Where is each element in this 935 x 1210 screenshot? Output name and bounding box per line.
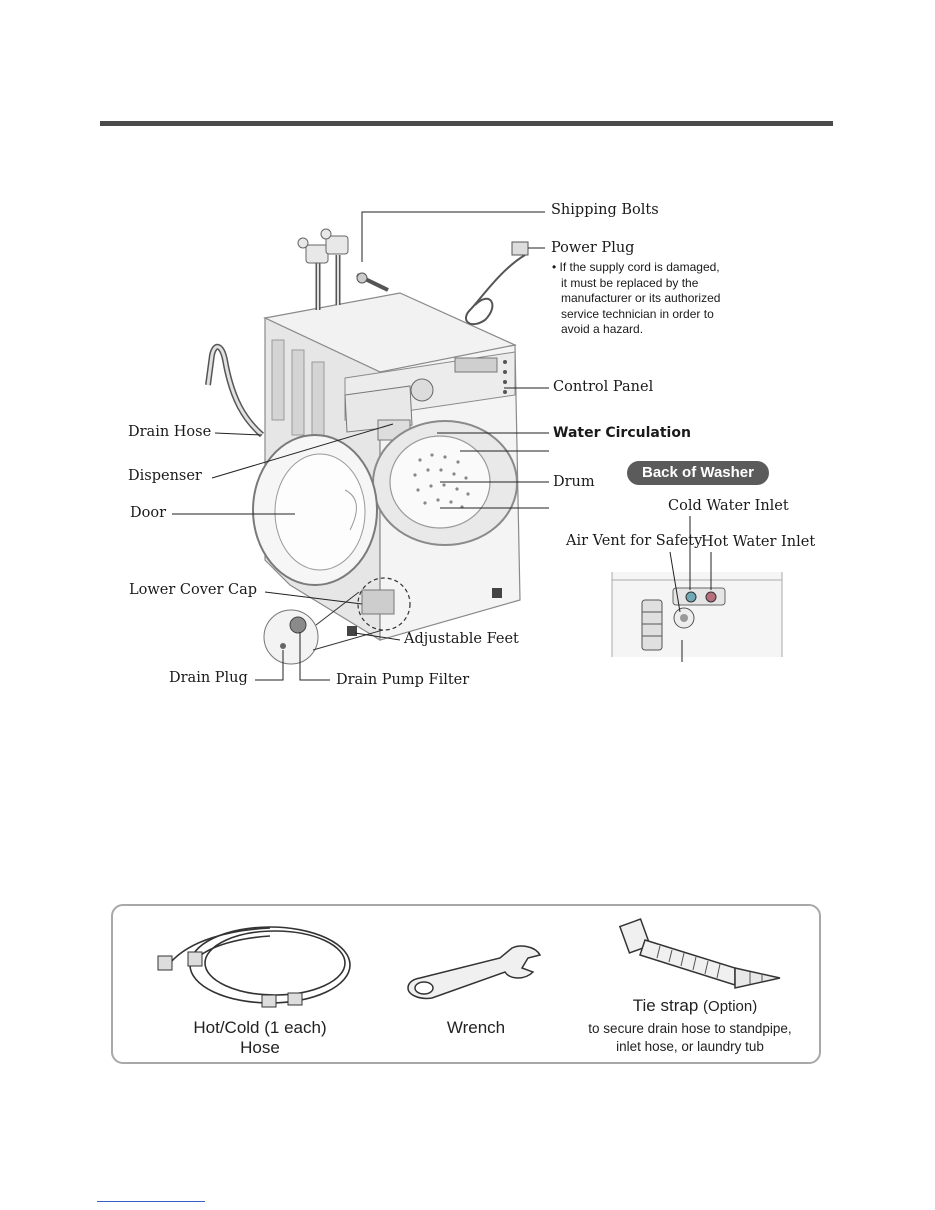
label-lower-cover-cap: Lower Cover Cap <box>129 582 258 598</box>
label-control-panel: Control Panel <box>553 379 654 395</box>
note-line: manufacturer or its authorized <box>561 291 721 305</box>
tie-strap-option: (Option) <box>703 998 758 1015</box>
label-drain-hose: Drain Hose <box>128 424 212 440</box>
tie-strap-desc-line1: to secure drain hose to standpipe, <box>588 1021 792 1036</box>
label-air-vent: Air Vent for Safety <box>566 533 703 549</box>
label-dispenser: Dispenser <box>128 468 202 484</box>
note-line: it must be replaced by the <box>561 275 699 290</box>
note-line: service technician in order to <box>561 306 714 321</box>
label-drain-plug: Drain Plug <box>169 670 248 686</box>
hose-label <box>180 1018 340 1058</box>
label-hot-water-inlet: Hot Water Inlet <box>701 534 816 550</box>
hose-label-line2: Hose <box>240 1038 280 1057</box>
tie-strap-label <box>590 996 800 1016</box>
power-plug-note <box>552 260 742 338</box>
label-shipping-bolts: Shipping Bolts <box>551 202 659 218</box>
tie-strap-description <box>574 1020 806 1056</box>
label-drain-pump-filter: Drain Pump Filter <box>336 672 470 688</box>
hose-label-line1: Hot/Cold (1 each) <box>193 1018 327 1037</box>
label-power-plug: Power Plug <box>551 240 635 256</box>
tie-strap-name: Tie strap <box>632 996 699 1015</box>
note-line: avoid a hazard. <box>561 322 644 336</box>
footer-link-line <box>97 1201 205 1202</box>
label-adjustable-feet: Adjustable Feet <box>404 631 519 647</box>
label-door: Door <box>130 505 167 521</box>
back-of-washer-badge: Back of Washer <box>627 461 769 485</box>
tie-strap-desc-line2: inlet hose, or laundry tub <box>616 1039 764 1054</box>
label-water-circulation: Water Circulation <box>553 425 691 441</box>
note-line: • If the supply cord is damaged, <box>552 260 720 274</box>
wrench-label: Wrench <box>446 1018 506 1037</box>
label-cold-water-inlet: Cold Water Inlet <box>668 498 789 514</box>
label-drum: Drum <box>553 474 595 490</box>
